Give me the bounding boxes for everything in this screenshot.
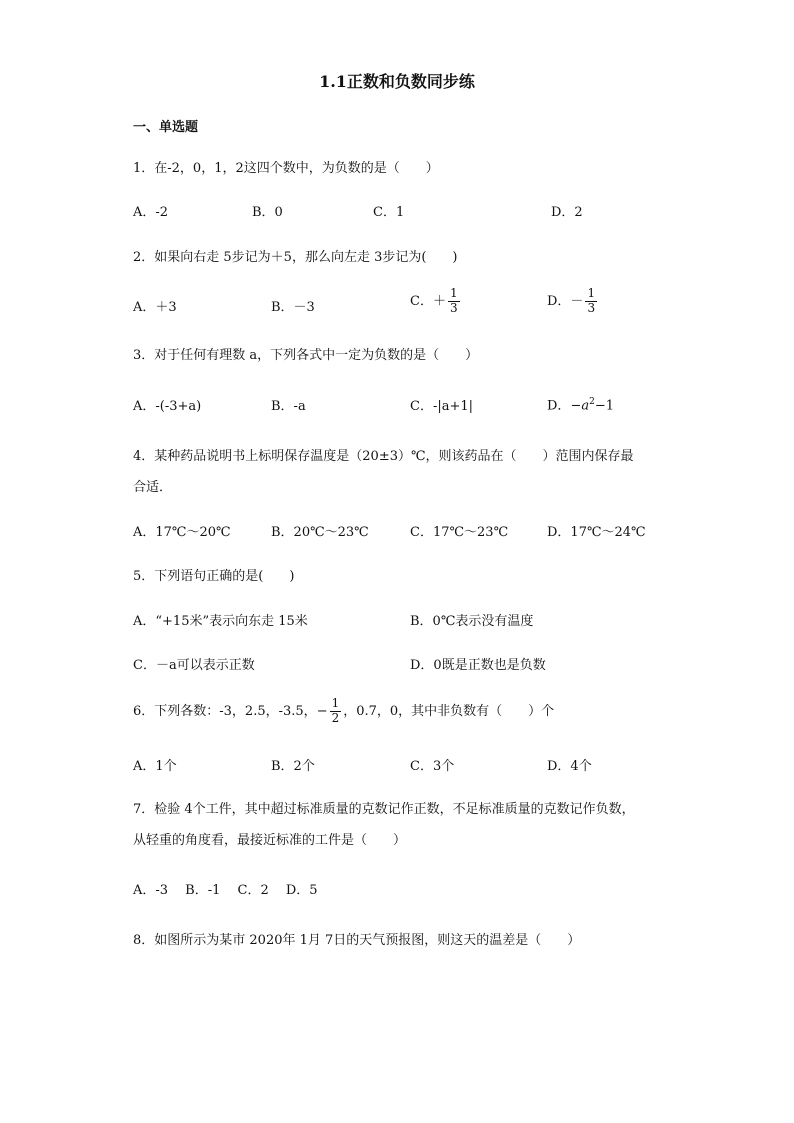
page-title: 1.1正数和负数同步练 (319, 72, 475, 91)
math-minus: − (570, 398, 582, 414)
question-6-option-a: A．1个 (133, 759, 177, 774)
question-4-stem-line-2: 合适． (133, 480, 173, 495)
question-3-stem: 3．对于任何有理数 a，下列各式中一定为负数的是（ ） (133, 348, 479, 363)
question-5-option-d: D．0既是正数也是负数 (410, 658, 546, 673)
question-1-option-b: B．0 (252, 205, 283, 220)
question-6-option-b: B．2个 (271, 759, 315, 774)
question-7-options: A．-3 B．-1 C．2 D．5 (133, 883, 318, 898)
question-3-option-d-prefix: D． (547, 398, 571, 414)
question-8-stem: 8．如图所示为某市 2020年 1月 7日的天气预报图，则这天的温差是（ ） (133, 933, 581, 948)
fraction-one-third-c (448, 287, 460, 316)
question-3-option-c: C．-|a+1| (410, 399, 474, 414)
fraction-denominator: 3 (449, 300, 458, 315)
question-2-option-d (547, 287, 599, 316)
question-2-option-a: A．＋3 (133, 300, 177, 315)
fraction-one-third-d (585, 287, 597, 316)
question-5-option-b: B．0℃表示没有温度 (410, 614, 534, 629)
question-3-option-a: A．-(-3+a) (133, 399, 202, 414)
question-4-option-a: A．17℃～20℃ (133, 525, 231, 540)
question-4-option-b: B．20℃～23℃ (271, 525, 369, 540)
question-3-option-b: B．-a (271, 399, 306, 414)
question-1-stem: 1．在-2，0，1，2这四个数中，为负数的是（ ） (133, 161, 439, 176)
question-4-option-d: D．17℃～24℃ (547, 525, 646, 540)
question-5-option-c: C．－a可以表示正数 (133, 658, 255, 673)
math-minus-one: −1 (594, 398, 615, 414)
question-2-stem: 2．如果向右走 5步记为＋5，那么向左走 3步记为( ) (133, 250, 458, 265)
question-7-stem-line-1: 7．检验 4个工件，其中超过标准质量的克数记作正数，不足标准质量的克数记作负数， (133, 802, 635, 817)
question-6-option-c: C．3个 (410, 759, 455, 774)
question-5-option-a: A．“+15米”表示向东走 15米 (133, 614, 308, 629)
fraction-denominator: 2 (331, 710, 340, 725)
question-2-option-c (410, 287, 462, 316)
question-1-option-a: A．-2 (133, 205, 169, 220)
question-5-stem: 5．下列语句正确的是( ) (133, 569, 295, 584)
question-2-option-b: B．－3 (271, 300, 315, 315)
question-4-stem-line-1: 4．某种药品说明书上标明保存温度是（20±3）℃，则该药品在（ ）范围内保存最 (133, 449, 634, 464)
question-6-stem (133, 697, 554, 726)
question-1-option-c: C．1 (373, 205, 405, 220)
question-2-option-c-prefix: C．＋ (410, 293, 446, 309)
question-2-option-d-prefix: D．－ (547, 293, 584, 309)
fraction-numerator: 1 (449, 286, 458, 300)
question-3-option-d (547, 398, 614, 412)
question-6-option-d: D．4个 (547, 759, 592, 774)
question-7-stem-line-2: 从轻重的角度看，最接近标准的工件是（ ） (133, 833, 407, 848)
question-6-stem-suffix: ，0.7，0，其中非负数有（ ）个 (343, 703, 555, 719)
fraction-one-half (330, 697, 342, 726)
fraction-numerator: 1 (331, 696, 340, 710)
question-4-option-c: C．17℃～23℃ (410, 525, 509, 540)
question-1-option-d: D．2 (551, 205, 583, 220)
question-6-stem-prefix: 6．下列各数：-3，2.5，-3.5， (133, 703, 317, 719)
math-minus: − (316, 703, 328, 719)
math-exponent: 2 (589, 397, 595, 407)
section-heading: 一、单选题 (133, 120, 199, 135)
fraction-denominator: 3 (587, 300, 596, 315)
math-variable-a: a (581, 398, 590, 414)
fraction-numerator: 1 (587, 286, 596, 300)
